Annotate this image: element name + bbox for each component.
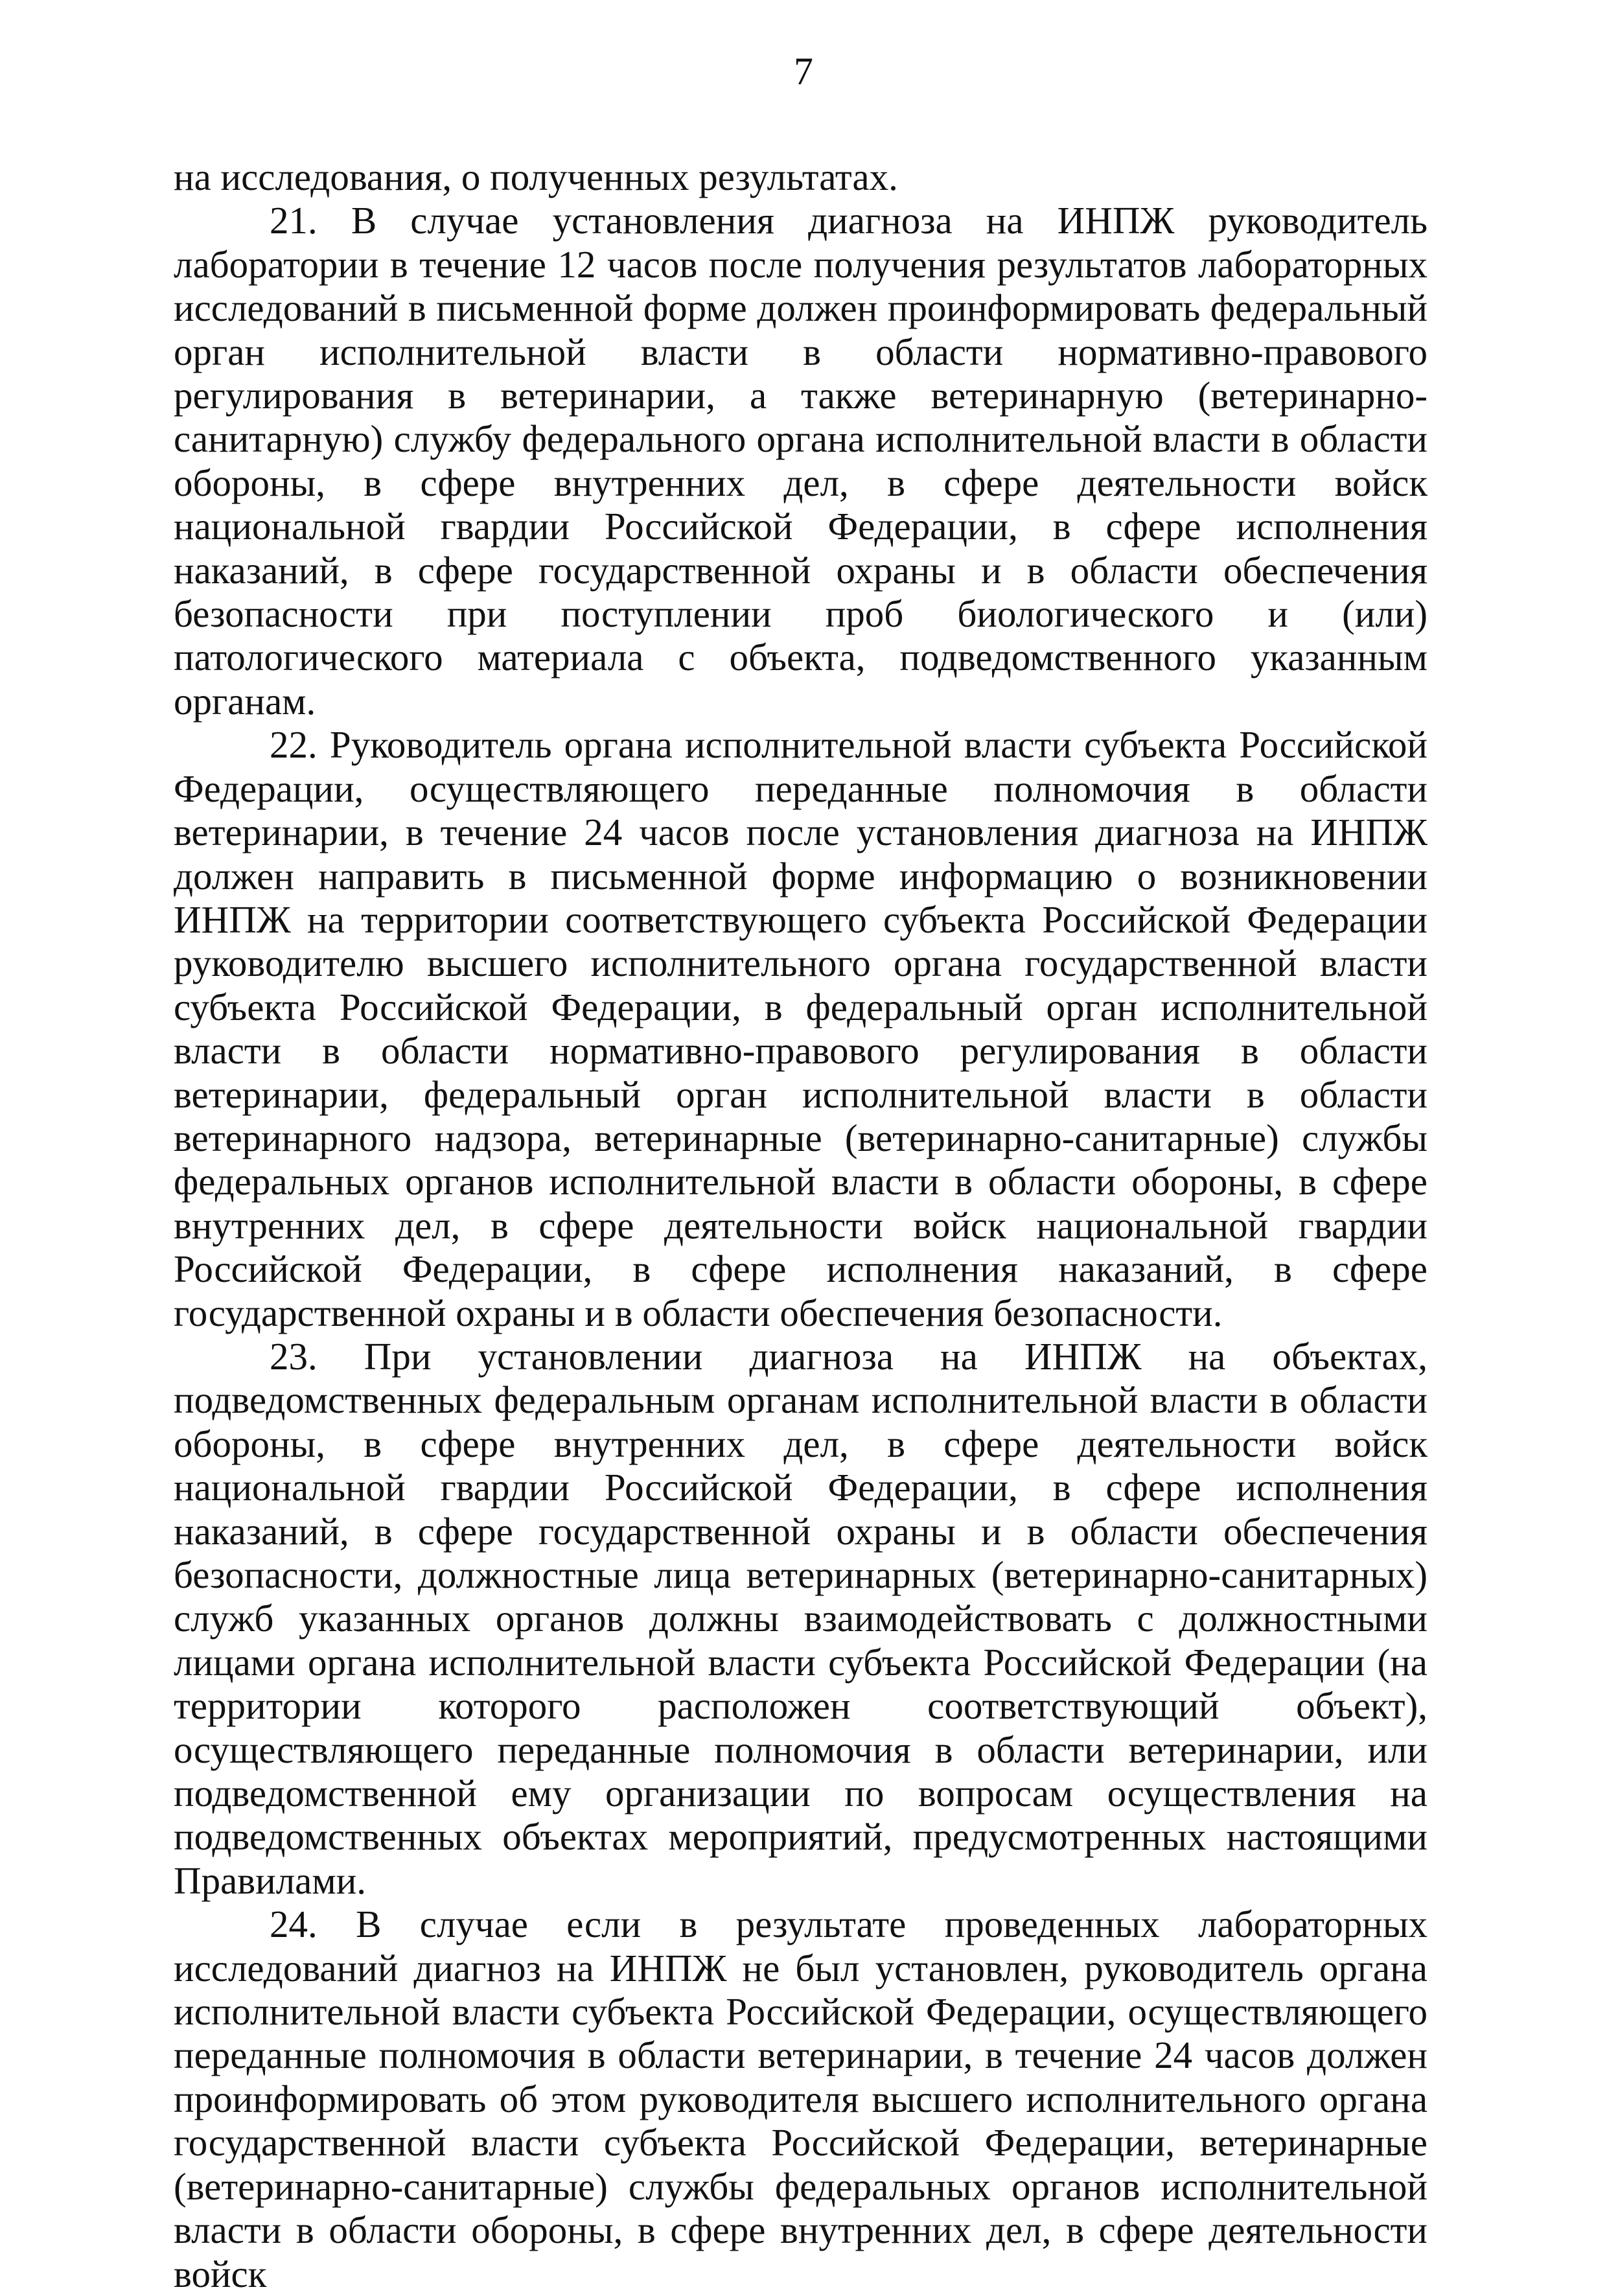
page-number: 7 [794,50,813,93]
paragraph-22: 22. Руководитель органа исполнительной власти субъекта Российской Федерации, осуществляющего переданные полномочия в области ветеринарии, в течение 24 часов после установления диагноза на ИНПЖ должен направить в письменной форме информацию о возникновении ИНПЖ на территории соответствующего субъекта Российской Федерации руководителю высшего исполнительного органа государственной власти субъекта Российской Федерации, в федеральный орган исполнительной власти в области нормативно-правового регулирования в области ветеринарии, федеральный орган исполнительной власти в области ветеринарного надзора, ветеринарные (ветеринарно-санитарные) службы федеральных органов исполнительной власти в области обороны, в сфере внутренних дел, в сфере деятельности войск национальной гвардии Российской Федерации, в сфере исполнения наказаний, в сфере государственной охраны и в области обеспечения безопасности. [174,723,1428,1334]
paragraph-24: 24. В случае если в результате проведенных лабораторных исследований диагноз на ИНПЖ не был установлен, руководитель органа исполнительной власти субъекта Российской Федерации, осуществляющего переданные полномочия в области ветеринарии, в течение 24 часов должен проинформировать об этом руководителя высшего исполнительного органа государственной власти субъекта Российской Федерации, ветеринарные (ветеринарно-санитарные) службы федеральных органов исполнительной власти в области обороны, в сфере внутренних дел, в сфере деятельности войск [174,1903,1428,2295]
paragraph-21: 21. В случае установления диагноза на ИНПЖ руководитель лаборатории в течение 12 часов после получения результатов лабораторных исследований в письменной форме должен проинформировать федеральный орган исполнительной власти в области нормативно-правового регулирования в ветеринарии, а также ветеринарную (ветеринарно-санитарную) службу федерального органа исполнительной власти в области обороны, в сфере внутренних дел, в сфере деятельности войск национальной гвардии Российской Федерации, в сфере исполнения наказаний, в сфере государственной охраны и в области обеспечения безопасности при поступлении проб биологического и (или) патологического материала с объекта, подведомственного указанным органам. [174,199,1428,723]
paragraph-23: 23. При установлении диагноза на ИНПЖ на объектах, подведомственных федеральным органам исполнительной власти в области обороны, в сфере внутренних дел, в сфере деятельности войск национальной гвардии Российской Федерации, в сфере исполнения наказаний, в сфере государственной охраны и в области обеспечения безопасности, должностные лица ветеринарных (ветеринарно-санитарных) служб указанных органов должны взаимодействовать с должностными лицами органа исполнительной власти субъекта Российской Федерации (на территории которого расположен соответствующий объект), осуществляющего переданные полномочия в области ветеринарии, или подведомственной ему организации по вопросам осуществления на подведомственных объектах мероприятий, предусмотренных настоящими Правилами. [174,1334,1428,1902]
paragraph-20-continuation: на исследования, о полученных результатах. [174,156,898,198]
document-body [174,156,1428,2296]
